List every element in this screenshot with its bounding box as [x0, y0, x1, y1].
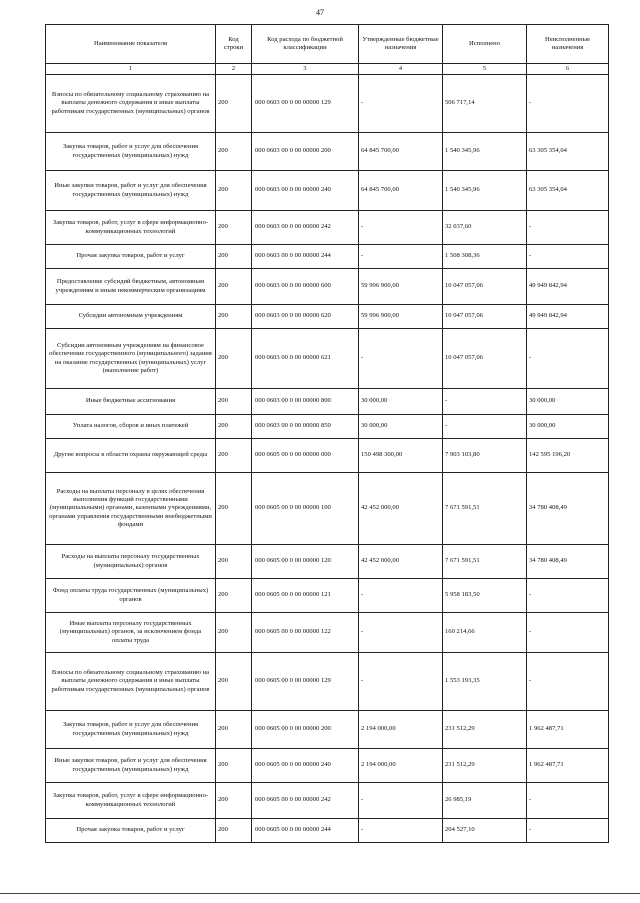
- row-budget-code: 000 0605 00 0 00 00000 100: [252, 473, 359, 545]
- table-row: [46, 783, 609, 819]
- row-budget-code: 000 0605 00 0 00 00000 129: [252, 653, 359, 711]
- row-line-code: 200: [216, 305, 252, 329]
- row-budget-code: 000 0603 00 0 00 00000 240: [252, 171, 359, 211]
- row-budget-code: 000 0605 00 0 00 00000 244: [252, 819, 359, 843]
- row-unexecuted: 34 780 408,49: [527, 473, 609, 545]
- header-budget-code: Код расхода по бюджетной классификации: [252, 25, 359, 64]
- row-unexecuted: -: [527, 329, 609, 389]
- row-budget-code: 000 0605 00 0 00 00000 242: [252, 783, 359, 819]
- row-unexecuted: -: [527, 245, 609, 269]
- row-line-code: 200: [216, 269, 252, 305]
- table-row: [46, 473, 609, 545]
- table-row: [46, 329, 609, 389]
- row-name: Иные закупки товаров, работ и услуг для обеспечения государственных (муниципальных) нужд: [46, 171, 216, 211]
- row-line-code: 200: [216, 711, 252, 749]
- row-approved: 59 996 900,00: [359, 269, 443, 305]
- table-row: [46, 613, 609, 653]
- row-name: Иные закупки товаров, работ и услуг для обеспечения государственных (муниципальных) нужд: [46, 749, 216, 783]
- row-budget-code: 000 0605 00 0 00 00000 000: [252, 439, 359, 473]
- row-name: Прочая закупка товаров, работ и услуг: [46, 245, 216, 269]
- row-budget-code: 000 0603 00 0 00 00000 621: [252, 329, 359, 389]
- row-budget-code: 000 0605 00 0 00 00000 200: [252, 711, 359, 749]
- column-number: 3: [252, 64, 359, 75]
- row-approved: -: [359, 211, 443, 245]
- row-executed: 231 512,29: [443, 711, 527, 749]
- row-unexecuted: -: [527, 819, 609, 843]
- row-name: Взносы по обязательному социальному страхованию на выплаты денежного содержания и иные выплаты работникам государственных (муниципальных) органов: [46, 653, 216, 711]
- row-approved: -: [359, 783, 443, 819]
- row-budget-code: 000 0605 00 0 00 00000 121: [252, 579, 359, 613]
- table-row: [46, 415, 609, 439]
- row-executed: 1 553 193,35: [443, 653, 527, 711]
- row-budget-code: 000 0605 00 0 00 00000 120: [252, 545, 359, 579]
- row-line-code: 200: [216, 819, 252, 843]
- row-unexecuted: -: [527, 783, 609, 819]
- row-unexecuted: 30 000,00: [527, 389, 609, 415]
- row-unexecuted: 63 305 354,04: [527, 133, 609, 171]
- row-line-code: 200: [216, 749, 252, 783]
- row-executed: 32 037,60: [443, 211, 527, 245]
- row-unexecuted: 1 962 487,71: [527, 711, 609, 749]
- row-budget-code: 000 0605 00 0 00 00000 240: [252, 749, 359, 783]
- column-number: 1: [46, 64, 216, 75]
- table-row: [46, 269, 609, 305]
- row-budget-code: 000 0603 00 0 00 00000 200: [252, 133, 359, 171]
- row-line-code: 200: [216, 579, 252, 613]
- row-unexecuted: 30 000,00: [527, 415, 609, 439]
- row-executed: 1 508 308,36: [443, 245, 527, 269]
- row-approved: 64 845 700,00: [359, 133, 443, 171]
- bottom-rule: [0, 893, 640, 894]
- row-budget-code: 000 0603 00 0 00 00000 244: [252, 245, 359, 269]
- column-number-row: [46, 64, 609, 75]
- row-approved: -: [359, 245, 443, 269]
- column-number: 4: [359, 64, 443, 75]
- table-row: [46, 711, 609, 749]
- row-approved: 64 845 700,00: [359, 171, 443, 211]
- row-line-code: 200: [216, 245, 252, 269]
- row-unexecuted: 34 780 408,49: [527, 545, 609, 579]
- header-name: Наименование показателя: [46, 25, 216, 64]
- row-line-code: 200: [216, 389, 252, 415]
- row-name: Расходы на выплаты персоналу государственных (муниципальных) органов: [46, 545, 216, 579]
- row-approved: 2 194 000,00: [359, 711, 443, 749]
- table-row: [46, 749, 609, 783]
- row-executed: 5 958 183,50: [443, 579, 527, 613]
- page-number: 47: [316, 8, 324, 17]
- row-name: Фонд оплаты труда государственных (муниципальных) органов: [46, 579, 216, 613]
- row-budget-code: 000 0603 00 0 00 00000 620: [252, 305, 359, 329]
- row-unexecuted: -: [527, 653, 609, 711]
- row-budget-code: 000 0603 00 0 00 00000 850: [252, 415, 359, 439]
- row-line-code: 200: [216, 415, 252, 439]
- row-name: Предоставление субсидий бюджетным, автономным учреждениям и иным некоммерческим организациям: [46, 269, 216, 305]
- row-name: Расходы на выплаты персоналу в целях обеспечения выполнения функций государственными (муниципальными) органами, казенными учреждениями, органами управления государственными внебюджетными фондами: [46, 473, 216, 545]
- row-line-code: 200: [216, 473, 252, 545]
- row-budget-code: 000 0603 00 0 00 00000 800: [252, 389, 359, 415]
- row-executed: 10 047 057,06: [443, 305, 527, 329]
- row-executed: 231 512,29: [443, 749, 527, 783]
- row-name: Субсидии автономным учреждениям: [46, 305, 216, 329]
- row-unexecuted: -: [527, 613, 609, 653]
- row-budget-code: 000 0605 00 0 00 00000 122: [252, 613, 359, 653]
- row-executed: 1 540 345,96: [443, 171, 527, 211]
- row-approved: -: [359, 579, 443, 613]
- row-executed: 26 985,19: [443, 783, 527, 819]
- table-row: [46, 171, 609, 211]
- row-line-code: 200: [216, 75, 252, 133]
- row-unexecuted: -: [527, 75, 609, 133]
- row-approved: -: [359, 653, 443, 711]
- row-approved: 42 452 000,00: [359, 545, 443, 579]
- row-name: Другие вопросы в области охраны окружающей среды: [46, 439, 216, 473]
- row-line-code: 200: [216, 653, 252, 711]
- row-unexecuted: 49 949 842,94: [527, 269, 609, 305]
- row-name: Закупка товаров, работ, услуг в сфере информационно-коммуникационных технологий: [46, 211, 216, 245]
- row-name: Уплата налогов, сборов и иных платежей: [46, 415, 216, 439]
- row-name: Закупка товаров, работ и услуг для обеспечения государственных (муниципальных) нужд: [46, 133, 216, 171]
- row-unexecuted: -: [527, 211, 609, 245]
- row-executed: 1 540 345,96: [443, 133, 527, 171]
- row-name: Закупка товаров, работ, услуг в сфере информационно-коммуникационных технологий: [46, 783, 216, 819]
- row-line-code: 200: [216, 171, 252, 211]
- row-executed: 7 671 591,51: [443, 473, 527, 545]
- row-name: Взносы по обязательному социальному страхованию на выплаты денежного содержания и иные выплаты работникам государственных (муниципальных) органов: [46, 75, 216, 133]
- row-name: Иные бюджетные ассигнования: [46, 389, 216, 415]
- table-row: [46, 133, 609, 171]
- row-unexecuted: 63 305 354,04: [527, 171, 609, 211]
- row-executed: 10 047 057,06: [443, 329, 527, 389]
- row-approved: 150 498 300,00: [359, 439, 443, 473]
- row-approved: 2 194 000,00: [359, 749, 443, 783]
- row-name: Прочая закупка товаров, работ и услуг: [46, 819, 216, 843]
- row-line-code: 200: [216, 211, 252, 245]
- header-approved: Утвержденные бюджетные назначения: [359, 25, 443, 64]
- row-executed: 10 047 057,06: [443, 269, 527, 305]
- row-unexecuted: 49 949 842,94: [527, 305, 609, 329]
- row-approved: 42 452 000,00: [359, 473, 443, 545]
- row-approved: -: [359, 329, 443, 389]
- table-row: [46, 75, 609, 133]
- row-line-code: 200: [216, 329, 252, 389]
- table-row: [46, 439, 609, 473]
- table-row: [46, 211, 609, 245]
- budget-execution-table: [45, 24, 609, 843]
- row-unexecuted: 1 962 487,71: [527, 749, 609, 783]
- column-number: 2: [216, 64, 252, 75]
- table-row: [46, 245, 609, 269]
- row-executed: 506 717,14: [443, 75, 527, 133]
- row-line-code: 200: [216, 545, 252, 579]
- row-approved: 30 000,00: [359, 415, 443, 439]
- row-unexecuted: 142 595 196,20: [527, 439, 609, 473]
- row-executed: -: [443, 415, 527, 439]
- table-row: [46, 653, 609, 711]
- row-approved: 59 996 900,00: [359, 305, 443, 329]
- row-executed: 204 527,10: [443, 819, 527, 843]
- row-line-code: 200: [216, 613, 252, 653]
- row-name: Иные выплаты персоналу государственных (муниципальных) органов, за исключением фонда оплаты труда: [46, 613, 216, 653]
- row-line-code: 200: [216, 133, 252, 171]
- row-approved: -: [359, 613, 443, 653]
- table-row: [46, 545, 609, 579]
- row-budget-code: 000 0603 00 0 00 00000 600: [252, 269, 359, 305]
- row-budget-code: 000 0603 00 0 00 00000 242: [252, 211, 359, 245]
- column-number: 6: [527, 64, 609, 75]
- row-budget-code: 000 0603 00 0 00 00000 129: [252, 75, 359, 133]
- table-row: [46, 305, 609, 329]
- table-row: [46, 579, 609, 613]
- row-executed: 7 903 103,80: [443, 439, 527, 473]
- row-executed: 160 214,66: [443, 613, 527, 653]
- header-unexecuted: Неисполненные назначения: [527, 25, 609, 64]
- row-line-code: 200: [216, 783, 252, 819]
- header-executed: Исполнено: [443, 25, 527, 64]
- row-line-code: 200: [216, 439, 252, 473]
- row-executed: 7 671 591,51: [443, 545, 527, 579]
- row-name: Субсидии автономным учреждениям на финансовое обеспечение государственного (муниципального) задания на оказание государственных (муниципальных) услуг (выполнение работ): [46, 329, 216, 389]
- header-line-code: Код строки: [216, 25, 252, 64]
- table-body: [46, 75, 609, 843]
- table-row: [46, 819, 609, 843]
- header-row: [46, 25, 609, 64]
- column-number: 5: [443, 64, 527, 75]
- row-name: Закупка товаров, работ и услуг для обеспечения государственных (муниципальных) нужд: [46, 711, 216, 749]
- row-executed: -: [443, 389, 527, 415]
- row-unexecuted: -: [527, 579, 609, 613]
- row-approved: 30 000,00: [359, 389, 443, 415]
- row-approved: -: [359, 819, 443, 843]
- row-approved: -: [359, 75, 443, 133]
- table-row: [46, 389, 609, 415]
